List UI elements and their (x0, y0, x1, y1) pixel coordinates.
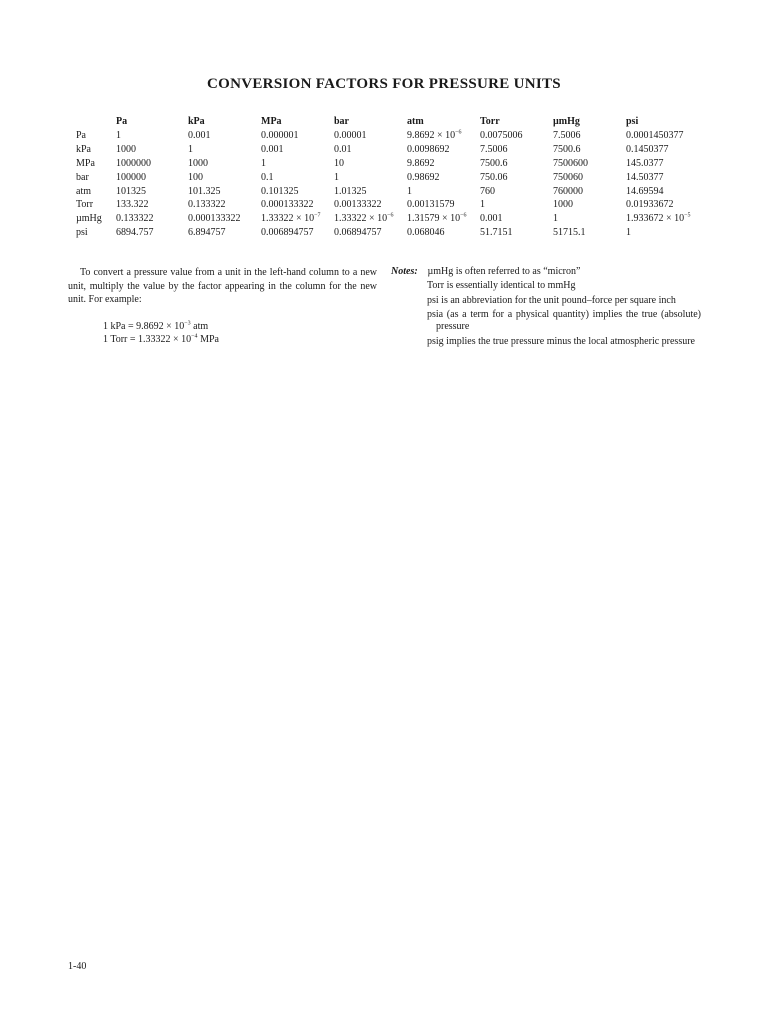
column-header: kPa (188, 116, 205, 127)
table-cell: 0.000133322 (188, 213, 241, 225)
table-cell: 51.7151 (480, 227, 513, 239)
table-cell: 1 (116, 129, 121, 141)
table-cell: 0.00133322 (334, 199, 382, 211)
table-cell: 7.5006 (480, 143, 508, 155)
table-cell: 133.322 (116, 199, 149, 211)
table-header-row (76, 115, 716, 129)
instructions-text: To convert a pressure value from a unit in the left-hand column to a new unit, multiply the value by the factor appearing in the column for the new unit. For example: (68, 267, 377, 305)
column-header: psi (626, 116, 639, 127)
table-body (76, 129, 716, 240)
table-cell: 0.0001450377 (626, 129, 684, 141)
table-cell: 760 (480, 185, 495, 197)
column-header: µmHg (553, 116, 580, 127)
table-cell: 0.133322 (116, 213, 154, 225)
table-cell: 1 (407, 185, 412, 197)
table-cell: 750060 (553, 171, 583, 183)
table-cell: 0.101325 (261, 185, 299, 197)
table-cell: 0.0075006 (480, 129, 523, 141)
column-header: bar (334, 116, 349, 127)
table-cell: $1.933672 \times 10^{-5}$ (626, 213, 691, 225)
table-cell: 1 (188, 143, 193, 155)
table-row (76, 171, 716, 185)
table-cell: 7.5006 (553, 129, 581, 141)
table-cell: 101.325 (188, 185, 221, 197)
table-cell: 101325 (116, 185, 146, 197)
table-cell: $9.8692 \times 10^{-6}$ (407, 129, 462, 141)
instructions-block (68, 266, 377, 347)
table-cell: 0.98692 (407, 171, 440, 183)
table-cell: 6.894757 (188, 227, 226, 239)
table-cell: 0.00001 (334, 129, 367, 141)
table-cell: 1 (626, 227, 631, 239)
table-cell: 1000 (116, 143, 136, 155)
table-cell: 1 (553, 213, 558, 225)
table-cell: 7500.6 (553, 143, 581, 155)
table-cell: 1000 (553, 199, 573, 211)
note-item: Torr is essentially identical to mmHg (427, 280, 576, 292)
table-cell: 51715.1 (553, 227, 586, 239)
examples-list (68, 320, 377, 347)
notes-label: Notes: (391, 266, 418, 277)
table-cell: 0.06894757 (334, 227, 382, 239)
table-cell: 0.01 (334, 143, 352, 155)
table-row (76, 157, 716, 171)
table-cell: 0.001 (480, 213, 503, 225)
table-row (76, 129, 716, 143)
row-header: bar (76, 171, 89, 183)
table-cell: $1.31579 \times 10^{-6}$ (407, 213, 467, 225)
table-cell: 14.69594 (626, 185, 664, 197)
table-row (76, 185, 716, 199)
note-item: psi is an abbreviation for the unit pound–force per square inch (427, 294, 676, 306)
table-cell: 1 (261, 157, 266, 169)
table-row (76, 143, 716, 157)
row-header: atm (76, 185, 91, 197)
table-cell: 0.000001 (261, 129, 299, 141)
table-cell: 145.0377 (626, 157, 664, 169)
table-cell: $1.33322 \times 10^{-7}$ (261, 213, 321, 225)
table-cell: 0.01933672 (626, 199, 674, 211)
row-header: Pa (76, 129, 86, 141)
column-header: atm (407, 116, 424, 127)
table-cell: 0.1 (261, 171, 274, 183)
table-cell: 0.0098692 (407, 143, 450, 155)
example-line: 1 Torr = $1.33322 \times 10^{-4}$ MPa (103, 333, 219, 345)
table-cell: $1.33322 \times 10^{-6}$ (334, 213, 394, 225)
column-header: Torr (480, 116, 500, 127)
table-cell: 7500600 (553, 157, 588, 169)
table-cell: 0.006894757 (261, 227, 314, 239)
column-header: Pa (116, 116, 128, 127)
table-cell: 1.01325 (334, 185, 367, 197)
row-header: µmHg (76, 213, 102, 225)
table-cell: 0.1450377 (626, 143, 669, 155)
page-number: 1-40 (68, 961, 87, 972)
table-cell: 10 (334, 157, 344, 169)
table-cell: 0.133322 (188, 199, 226, 211)
table-cell: 7500.6 (480, 157, 508, 169)
table-cell: 0.068046 (407, 227, 445, 239)
table-cell: 1000 (188, 157, 208, 169)
table-cell: 9.8692 (407, 157, 435, 169)
table-row (76, 198, 716, 212)
table-row (76, 226, 716, 240)
table-cell: 0.00131579 (407, 199, 455, 211)
row-header: psi (76, 227, 88, 239)
table-cell: 6894.757 (116, 227, 154, 239)
table-cell: 750.06 (480, 171, 508, 183)
column-header: MPa (261, 116, 282, 127)
example-line: 1 kPa = $9.8692 \times 10^{-3}$ atm (103, 320, 209, 332)
table-cell: 14.50377 (626, 171, 664, 183)
table-cell: 100 (188, 171, 203, 183)
table-cell: 760000 (553, 185, 583, 197)
page-title: CONVERSION FACTORS FOR PRESSURE UNITS (207, 76, 561, 92)
note-item: psia (as a term for a physical quantity) implies the true (absolute) pressure (427, 308, 701, 333)
notes-block (391, 266, 701, 350)
table-cell: 1000000 (116, 157, 151, 169)
table-cell: 100000 (116, 171, 146, 183)
table-row (76, 212, 716, 226)
table-cell: 0.001 (261, 143, 284, 155)
row-header: kPa (76, 143, 91, 155)
table-cell: 1 (480, 199, 485, 211)
conversion-table (76, 115, 716, 240)
table-cell: 0.001 (188, 129, 211, 141)
table-cell: 1 (334, 171, 339, 183)
table-corner (76, 115, 116, 129)
note-item: Notes: µmHg is often referred to as “micron” (391, 266, 581, 277)
row-header: Torr (76, 199, 94, 211)
table-cell: 0.000133322 (261, 199, 314, 211)
row-header: MPa (76, 157, 95, 169)
note-item: psig implies the true pressure minus the local atmospheric pressure (427, 335, 695, 347)
